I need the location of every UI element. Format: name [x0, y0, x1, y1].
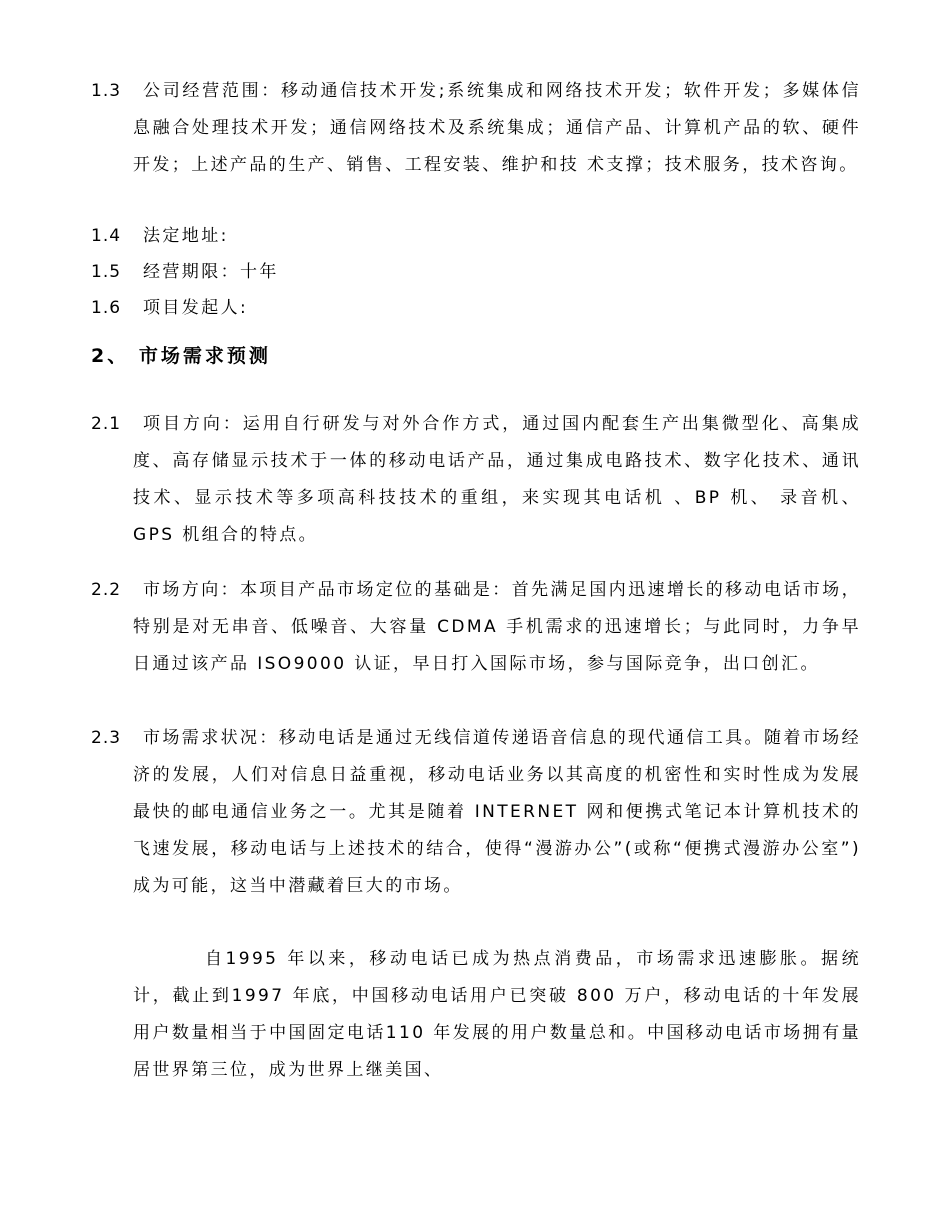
list-item-2-1: [91, 406, 861, 554]
item-number: 2.1: [91, 414, 122, 434]
list-item-1-3: [91, 73, 861, 184]
item-text: 市场方向：本项目产品市场定位的基础是：首先满足国内迅速增长的移动电话市场，特别是对无串音、低噪音、大容量 CDMA 手机需求的迅速增长；与此同时，力争早日通过该产品 ISO9000 认证，早日打入国际市场，参与国际竞争，出口创汇。: [133, 580, 861, 674]
item-number: 1.4: [91, 226, 122, 246]
item-text: 公司经营范围：移动通信技术开发;系统集成和网络技术开发；软件开发；多媒体信息融合处理技术开发；通信网络技术及系统集成；通信产品、计算机产品的软、硬件开发；上述产品的生产、销售、工程安装、维护和技 术支撑；技术服务，技术咨询。: [133, 81, 861, 175]
list-item-1-4: [91, 218, 861, 255]
item-number: 1.5: [91, 262, 122, 282]
item-text: 法定地址:: [143, 226, 229, 246]
list-item-1-5: [91, 254, 861, 291]
item-text: 市场需求状况：移动电话是通过无线信道传递语音信息的现代通信工具。随着市场经济的发展，人们对信息日益重视，移动电话业务以其高度的机密性和实时性成为发展最快的邮电通信业务之一。尤其是随着 INTERNET 网和便携式笔记本计算机技术的飞速发展，移动电话与上述技术的结合，使得“漫游办公”(或称“便携式漫游办公室”)成为可能，这当中潜藏着巨大的市场。: [133, 728, 861, 896]
item-text: 经营期限：十年: [143, 262, 279, 282]
item-number: 2.2: [91, 580, 122, 600]
body-paragraph: 自1995 年以来，移动电话已成为热点消费品，市场需求迅速膨胀。据统计，截止到1997 年底，中国移动电话用户已突破 800 万户，移动电话的十年发展用户数量相当于中国固定电话110 年发展的用户数量总和。中国移动电话市场拥有量居世界第三位，成为世界上继美国、: [133, 949, 861, 1080]
item-number: 1.3: [91, 81, 122, 101]
section-heading: 2、 市场需求预测: [91, 345, 271, 367]
list-item-2-3: [91, 720, 861, 905]
item-text: 项目方向：运用自行研发与对外合作方式，通过国内配套生产出集微型化、高集成度、高存储显示技术于一体的移动电话产品，通过集成电路技术、数字化技术、通讯技术、显示技术等多项高科技技术的重组，来实现其电话机 、BP 机、 录音机、 GPS 机组合的特点。: [133, 414, 861, 545]
list-item-2-2: [91, 572, 861, 683]
list-item-1-6: [91, 290, 861, 327]
item-text: 项目发起人:: [143, 298, 249, 318]
item-number: 1.6: [91, 298, 122, 318]
item-number: 2.3: [91, 728, 122, 748]
